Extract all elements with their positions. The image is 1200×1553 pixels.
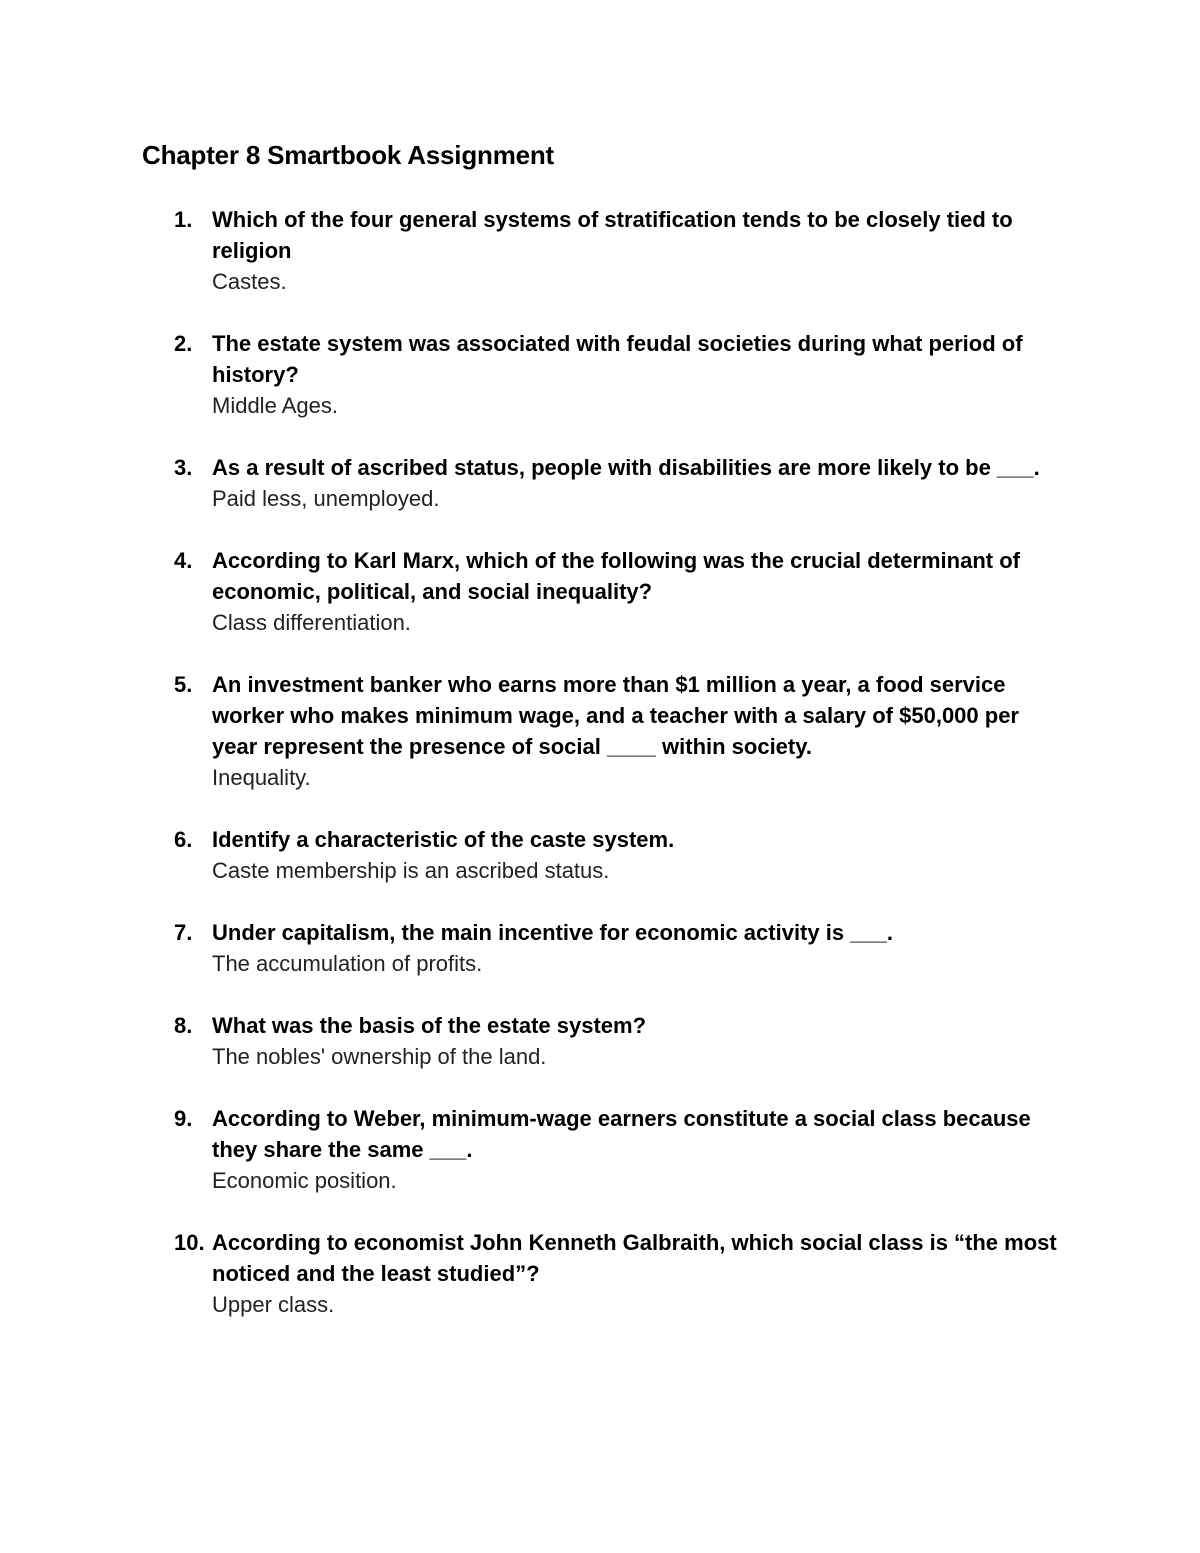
question-number: 1. [174, 207, 193, 232]
answer-text: Paid less, unemployed. [212, 486, 440, 511]
question-item [170, 545, 1070, 638]
question-item [170, 824, 1070, 886]
question-text: The estate system was associated with feudal societies during what period of history? [212, 331, 1023, 387]
answer-text: Upper class. [212, 1292, 335, 1317]
question-number: 6. [174, 827, 193, 852]
answer-text: Class differentiation. [212, 610, 411, 635]
question-number: 3. [174, 455, 193, 480]
question-item [170, 917, 1070, 979]
question-item [170, 1227, 1070, 1320]
question-item [170, 204, 1070, 297]
question-number: 4. [174, 548, 193, 573]
question-text: What was the basis of the estate system? [212, 1013, 647, 1038]
question-text: According to Weber, minimum-wage earners constitute a social class because they share the same ___. [212, 1106, 1031, 1162]
question-item [170, 452, 1070, 514]
answer-text: Castes. [212, 269, 287, 294]
question-number: 2. [174, 331, 193, 356]
question-number: 7. [174, 920, 193, 945]
question-text: An investment banker who earns more than $1 million a year, a food service worker who makes minimum wage, and a teacher with a salary of $50,000 per year represent the presence of social ____ within society. [212, 672, 1019, 759]
question-number: 5. [174, 672, 193, 697]
answer-text: Caste membership is an ascribed status. [212, 858, 610, 883]
answer-text: Economic position. [212, 1168, 397, 1193]
question-number: 9. [174, 1106, 193, 1131]
question-text: According to economist John Kenneth Galbraith, which social class is “the most noticed and the least studied”? [212, 1230, 1057, 1286]
question-text: Identify a characteristic of the caste system. [212, 827, 675, 852]
answer-text: The accumulation of profits. [212, 951, 483, 976]
answer-text: Inequality. [212, 765, 311, 790]
question-list [170, 204, 1070, 1351]
page-title: Chapter 8 Smartbook Assignment [142, 140, 555, 170]
answer-text: The nobles' ownership of the land. [212, 1044, 547, 1069]
answer-text: Middle Ages. [212, 393, 338, 418]
question-item [170, 328, 1070, 421]
question-text: As a result of ascribed status, people with disabilities are more likely to be ___. [212, 455, 1040, 480]
question-item [170, 1103, 1070, 1196]
question-text: According to Karl Marx, which of the following was the crucial determinant of economic, political, and social inequality? [212, 548, 1020, 604]
question-text: Which of the four general systems of stratification tends to be closely tied to religion [212, 207, 1013, 263]
question-text: Under capitalism, the main incentive for economic activity is ___. [212, 920, 894, 945]
question-item [170, 1010, 1070, 1072]
question-number: 10. [174, 1230, 205, 1255]
question-item [170, 669, 1070, 793]
question-number: 8. [174, 1013, 193, 1038]
